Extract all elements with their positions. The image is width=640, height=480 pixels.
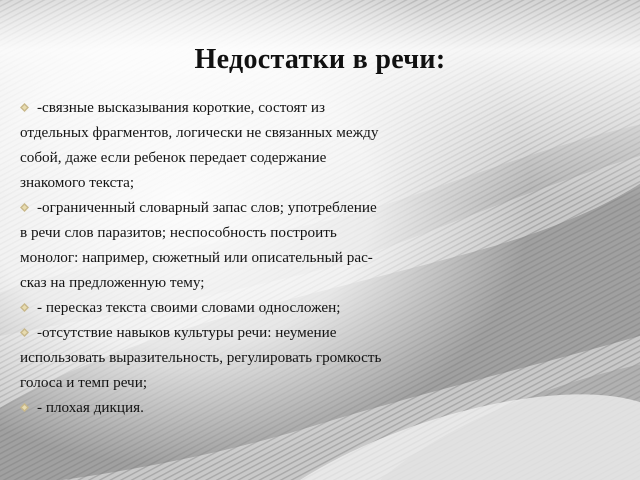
diamond-bullet-icon: [20, 403, 29, 412]
slide-title: Недостатки в речи:: [194, 44, 446, 75]
bullet-item: [20, 295, 620, 320]
bullet-item: [20, 320, 620, 345]
bullet-item-continuation: [20, 245, 620, 270]
diamond-bullet-icon: [20, 203, 29, 212]
bullet-text: собой, даже если ребенок передает содержание: [20, 149, 327, 166]
bullet-text: в речи слов паразитов; неспособность построить: [20, 224, 337, 241]
bullet-item-continuation: [20, 220, 620, 245]
bullet-text: - плохая дикция.: [37, 399, 144, 416]
bullet-item-continuation: [20, 345, 620, 370]
bullet-item-continuation: [20, 270, 620, 295]
bullet-text: отдельных фрагментов, логически не связанных между: [20, 124, 379, 141]
diamond-bullet-icon: [20, 303, 29, 312]
bullet-text: сказ на предложенную тему;: [20, 274, 205, 291]
bullet-item-continuation: [20, 145, 620, 170]
bullet-text: знакомого текста;: [20, 174, 135, 191]
bullet-list: [20, 95, 620, 420]
diamond-bullet-icon: [20, 103, 29, 112]
bullet-item-continuation: [20, 120, 620, 145]
bullet-item-continuation: [20, 170, 620, 195]
bullet-item: [20, 95, 620, 120]
bullet-item: [20, 395, 620, 420]
bullet-text: монолог: например, сюжетный или описательный рас-: [20, 249, 373, 266]
bullet-text: -связные высказывания короткие, состоят из: [37, 99, 325, 116]
bullet-text: - пересказ текста своими словами односложен;: [37, 299, 341, 316]
bullet-text: -ограниченный словарный запас слов; употребление: [37, 199, 377, 216]
bullet-text: -отсутствие навыков культуры речи: неумение: [37, 324, 337, 341]
bullet-item: [20, 195, 620, 220]
diamond-bullet-icon: [20, 328, 29, 337]
bullet-item-continuation: [20, 370, 620, 395]
bullet-text: использовать выразительность, регулировать громкость: [20, 349, 382, 366]
bullet-text: голоса и темп речи;: [20, 374, 148, 391]
